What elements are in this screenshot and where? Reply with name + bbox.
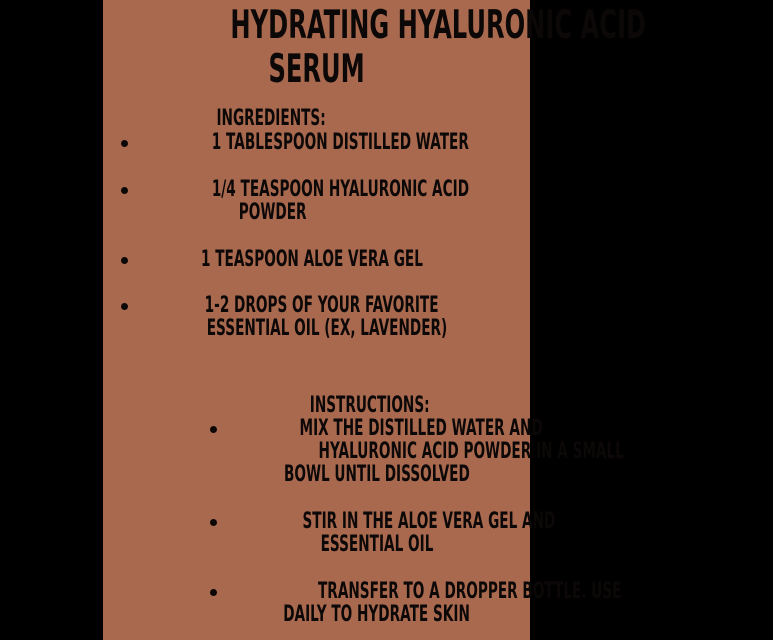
bullet-icon (210, 589, 217, 596)
recipe-card (103, 0, 647, 640)
bullet-icon (121, 303, 128, 310)
title-line-2: SERUM (268, 47, 365, 92)
ingredient-text: 1 TEASPOON ALOE VERA GEL (201, 247, 423, 272)
instructions-heading: INSTRUCTIONS: (309, 393, 430, 418)
bullet-icon (210, 426, 217, 433)
ingredients-heading: INGREDIENTS: (216, 106, 326, 131)
bullet-icon (210, 519, 217, 526)
instruction-text: STIR IN THE ALOE VERA GEL AND ESSENTIAL OIL (302, 509, 556, 557)
bullet-icon (121, 140, 128, 147)
page-title (103, 3, 647, 92)
instruction-text: MIX THE DISTILLED WATER AND HYALURONIC ACID POWDER IN A SMALL BOWL UNTIL DISSOLVED (284, 416, 624, 487)
title-line-1: HYDRATING HYALURONIC ACID (230, 3, 647, 48)
ingredient-text: 1/4 TEASPOON HYALURONIC ACID POWDER (211, 177, 470, 225)
ingredient-text: 1-2 DROPS OF YOUR FAVORITE ESSENTIAL OIL (EX, LAVENDER) (204, 293, 448, 341)
bullet-icon (121, 257, 128, 264)
ingredient-text: 1 TABLESPOON DISTILLED WATER (211, 130, 469, 155)
bullet-icon (121, 187, 128, 194)
instruction-text: TRANSFER TO A DROPPER BOTTLE. USE DAILY TO HYDRATE SKIN (283, 579, 622, 627)
